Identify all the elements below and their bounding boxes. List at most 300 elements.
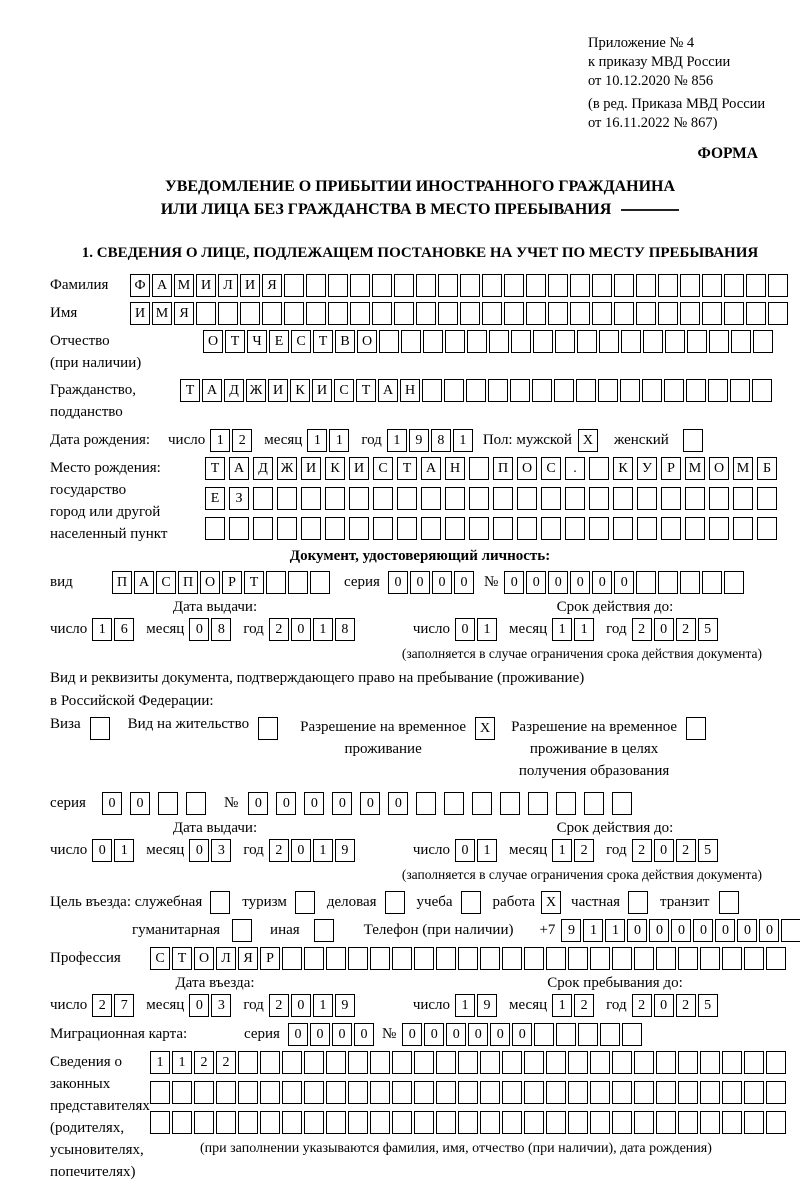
- migration-number-boxes[interactable]: [402, 1023, 644, 1046]
- char-box[interactable]: [590, 1111, 610, 1134]
- char-box[interactable]: [589, 517, 609, 540]
- char-box[interactable]: С: [156, 571, 176, 594]
- purpose-business-checkbox[interactable]: [385, 891, 407, 914]
- char-box[interactable]: [524, 1051, 544, 1074]
- char-box[interactable]: [328, 302, 348, 325]
- char-box[interactable]: [702, 571, 722, 594]
- char-box[interactable]: [768, 302, 788, 325]
- representatives-row1-boxes[interactable]: [150, 1051, 788, 1074]
- char-box[interactable]: [511, 330, 531, 353]
- char-box[interactable]: [480, 1081, 500, 1104]
- char-box[interactable]: [766, 1111, 786, 1134]
- char-box[interactable]: [766, 1051, 786, 1074]
- char-box[interactable]: [599, 330, 619, 353]
- char-box[interactable]: 0: [189, 618, 209, 641]
- char-box[interactable]: 1: [172, 1051, 192, 1074]
- char-box[interactable]: [744, 1081, 764, 1104]
- char-box[interactable]: [702, 302, 722, 325]
- char-box[interactable]: [310, 571, 330, 594]
- char-box[interactable]: [678, 1111, 698, 1134]
- char-box[interactable]: М: [685, 457, 705, 480]
- char-box[interactable]: Т: [225, 330, 245, 353]
- char-box[interactable]: А: [152, 274, 172, 297]
- char-box[interactable]: [700, 1081, 720, 1104]
- char-box[interactable]: Ф: [130, 274, 150, 297]
- char-box[interactable]: [482, 302, 502, 325]
- char-box[interactable]: [385, 891, 405, 914]
- residence-valid-month-boxes[interactable]: [552, 839, 596, 862]
- char-box[interactable]: [240, 302, 260, 325]
- char-box[interactable]: [700, 1051, 720, 1074]
- entry-day-boxes[interactable]: [92, 994, 136, 1017]
- char-box[interactable]: 1: [552, 994, 572, 1017]
- char-box[interactable]: 2: [269, 618, 289, 641]
- identity-issue-day-boxes[interactable]: [92, 618, 136, 641]
- char-box[interactable]: Т: [172, 947, 192, 970]
- char-box[interactable]: [709, 517, 729, 540]
- purpose-official-checkbox[interactable]: [210, 891, 232, 914]
- char-box[interactable]: [397, 517, 417, 540]
- char-box[interactable]: 0: [455, 618, 475, 641]
- char-box[interactable]: [686, 379, 706, 402]
- char-box[interactable]: [370, 1051, 390, 1074]
- char-box[interactable]: 2: [632, 994, 652, 1017]
- char-box[interactable]: 5: [698, 839, 718, 862]
- char-box[interactable]: [526, 302, 546, 325]
- char-box[interactable]: [158, 792, 178, 815]
- char-box[interactable]: [733, 487, 753, 510]
- char-box[interactable]: [568, 1111, 588, 1134]
- char-box[interactable]: [502, 947, 522, 970]
- char-box[interactable]: [306, 274, 326, 297]
- char-box[interactable]: [458, 947, 478, 970]
- char-box[interactable]: [325, 487, 345, 510]
- char-box[interactable]: [422, 379, 442, 402]
- char-box[interactable]: И: [301, 457, 321, 480]
- char-box[interactable]: [284, 274, 304, 297]
- char-box[interactable]: [196, 302, 216, 325]
- char-box[interactable]: 1: [114, 839, 134, 862]
- char-box[interactable]: 5: [698, 994, 718, 1017]
- char-box[interactable]: [348, 1051, 368, 1074]
- char-box[interactable]: Ж: [277, 457, 297, 480]
- char-box[interactable]: [661, 517, 681, 540]
- citizenship-boxes[interactable]: [180, 379, 774, 402]
- char-box[interactable]: [658, 302, 678, 325]
- char-box[interactable]: 0: [354, 1023, 374, 1046]
- char-box[interactable]: [526, 274, 546, 297]
- char-box[interactable]: [489, 330, 509, 353]
- char-box[interactable]: [528, 792, 548, 815]
- char-box[interactable]: [458, 1111, 478, 1134]
- char-box[interactable]: Т: [180, 379, 200, 402]
- char-box[interactable]: X: [475, 717, 495, 740]
- char-box[interactable]: [628, 891, 648, 914]
- char-box[interactable]: П: [178, 571, 198, 594]
- char-box[interactable]: 1: [387, 429, 407, 452]
- char-box[interactable]: 0: [130, 792, 150, 815]
- char-box[interactable]: И: [312, 379, 332, 402]
- char-box[interactable]: И: [349, 457, 369, 480]
- char-box[interactable]: 1: [313, 839, 333, 862]
- temp-residence-education-checkbox[interactable]: [677, 716, 708, 740]
- char-box[interactable]: [680, 302, 700, 325]
- char-box[interactable]: 0: [671, 919, 691, 942]
- char-box[interactable]: [724, 571, 744, 594]
- char-box[interactable]: О: [709, 457, 729, 480]
- char-box[interactable]: 0: [512, 1023, 532, 1046]
- char-box[interactable]: [392, 1111, 412, 1134]
- char-box[interactable]: 1: [329, 429, 349, 452]
- char-box[interactable]: 2: [269, 839, 289, 862]
- char-box[interactable]: [260, 1111, 280, 1134]
- char-box[interactable]: [722, 947, 742, 970]
- char-box[interactable]: [680, 571, 700, 594]
- char-box[interactable]: [253, 517, 273, 540]
- temp-residence-permit-checkbox[interactable]: [466, 716, 497, 740]
- char-box[interactable]: [612, 1111, 632, 1134]
- char-box[interactable]: 9: [409, 429, 429, 452]
- char-box[interactable]: [592, 302, 612, 325]
- char-box[interactable]: О: [200, 571, 220, 594]
- char-box[interactable]: [700, 947, 720, 970]
- char-box[interactable]: 2: [574, 994, 594, 1017]
- char-box[interactable]: 0: [432, 571, 452, 594]
- char-box[interactable]: [282, 1111, 302, 1134]
- char-box[interactable]: В: [335, 330, 355, 353]
- char-box[interactable]: М: [733, 457, 753, 480]
- char-box[interactable]: [444, 379, 464, 402]
- char-box[interactable]: 0: [715, 919, 735, 942]
- char-box[interactable]: [262, 302, 282, 325]
- char-box[interactable]: [636, 302, 656, 325]
- char-box[interactable]: [379, 330, 399, 353]
- char-box[interactable]: 2: [676, 994, 696, 1017]
- phone-boxes[interactable]: [561, 919, 800, 942]
- char-box[interactable]: [414, 1111, 434, 1134]
- char-box[interactable]: [326, 947, 346, 970]
- char-box[interactable]: 0: [102, 792, 122, 815]
- identity-valid-day-boxes[interactable]: [455, 618, 499, 641]
- char-box[interactable]: [172, 1111, 192, 1134]
- char-box[interactable]: 2: [216, 1051, 236, 1074]
- char-box[interactable]: 9: [561, 919, 581, 942]
- char-box[interactable]: 0: [526, 571, 546, 594]
- char-box[interactable]: [757, 517, 777, 540]
- doc-series-boxes[interactable]: [388, 571, 476, 594]
- residence-issue-month-boxes[interactable]: [189, 839, 233, 862]
- char-box[interactable]: [708, 379, 728, 402]
- char-box[interactable]: [392, 947, 412, 970]
- identity-issue-year-boxes[interactable]: [269, 618, 357, 641]
- char-box[interactable]: [392, 1051, 412, 1074]
- char-box[interactable]: 0: [332, 792, 352, 815]
- char-box[interactable]: [685, 487, 705, 510]
- char-box[interactable]: [186, 792, 206, 815]
- char-box[interactable]: [488, 379, 508, 402]
- char-box[interactable]: [642, 379, 662, 402]
- char-box[interactable]: [260, 1051, 280, 1074]
- char-box[interactable]: 1: [307, 429, 327, 452]
- char-box[interactable]: [678, 947, 698, 970]
- char-box[interactable]: 8: [211, 618, 231, 641]
- char-box[interactable]: А: [378, 379, 398, 402]
- char-box[interactable]: 3: [211, 994, 231, 1017]
- char-box[interactable]: [658, 274, 678, 297]
- char-box[interactable]: [656, 947, 676, 970]
- char-box[interactable]: [612, 1051, 632, 1074]
- char-box[interactable]: [613, 487, 633, 510]
- char-box[interactable]: 1: [552, 839, 572, 862]
- char-box[interactable]: [397, 487, 417, 510]
- char-box[interactable]: [90, 717, 110, 740]
- char-box[interactable]: [634, 1111, 654, 1134]
- char-box[interactable]: [438, 302, 458, 325]
- char-box[interactable]: [416, 274, 436, 297]
- char-box[interactable]: [541, 517, 561, 540]
- migration-series-boxes[interactable]: [288, 1023, 376, 1046]
- char-box[interactable]: 0: [570, 571, 590, 594]
- char-box[interactable]: [722, 1111, 742, 1134]
- char-box[interactable]: [304, 1081, 324, 1104]
- char-box[interactable]: [304, 1051, 324, 1074]
- char-box[interactable]: [637, 517, 657, 540]
- char-box[interactable]: [326, 1081, 346, 1104]
- char-box[interactable]: [205, 517, 225, 540]
- char-box[interactable]: [524, 1111, 544, 1134]
- char-box[interactable]: [556, 1023, 576, 1046]
- char-box[interactable]: 9: [477, 994, 497, 1017]
- char-box[interactable]: [421, 487, 441, 510]
- char-box[interactable]: 0: [654, 994, 674, 1017]
- char-box[interactable]: 0: [360, 792, 380, 815]
- char-box[interactable]: [709, 487, 729, 510]
- char-box[interactable]: [194, 1111, 214, 1134]
- char-box[interactable]: [546, 1051, 566, 1074]
- char-box[interactable]: 2: [632, 618, 652, 641]
- char-box[interactable]: [517, 487, 537, 510]
- char-box[interactable]: [232, 919, 252, 942]
- char-box[interactable]: Б: [757, 457, 777, 480]
- char-box[interactable]: [469, 517, 489, 540]
- char-box[interactable]: 1: [313, 994, 333, 1017]
- char-box[interactable]: [612, 1081, 632, 1104]
- char-box[interactable]: [349, 517, 369, 540]
- char-box[interactable]: М: [152, 302, 172, 325]
- given-name-boxes[interactable]: [130, 302, 790, 325]
- char-box[interactable]: [722, 1081, 742, 1104]
- char-box[interactable]: [394, 274, 414, 297]
- char-box[interactable]: [210, 891, 230, 914]
- char-box[interactable]: [612, 947, 632, 970]
- char-box[interactable]: 3: [211, 839, 231, 862]
- char-box[interactable]: Я: [174, 302, 194, 325]
- char-box[interactable]: 0: [310, 1023, 330, 1046]
- char-box[interactable]: [546, 947, 566, 970]
- purpose-private-checkbox[interactable]: [628, 891, 650, 914]
- char-box[interactable]: [746, 274, 766, 297]
- char-box[interactable]: [678, 1051, 698, 1074]
- char-box[interactable]: [370, 947, 390, 970]
- char-box[interactable]: Ж: [246, 379, 266, 402]
- char-box[interactable]: [510, 379, 530, 402]
- char-box[interactable]: И: [268, 379, 288, 402]
- char-box[interactable]: 1: [552, 618, 572, 641]
- char-box[interactable]: 0: [614, 571, 634, 594]
- char-box[interactable]: [722, 1051, 742, 1074]
- char-box[interactable]: [680, 274, 700, 297]
- char-box[interactable]: У: [637, 457, 657, 480]
- doc-kind-boxes[interactable]: [112, 571, 332, 594]
- char-box[interactable]: [634, 947, 654, 970]
- char-box[interactable]: М: [174, 274, 194, 297]
- char-box[interactable]: 0: [291, 994, 311, 1017]
- representatives-row2-boxes[interactable]: [150, 1081, 788, 1104]
- char-box[interactable]: 1: [453, 429, 473, 452]
- char-box[interactable]: Н: [445, 457, 465, 480]
- char-box[interactable]: [325, 517, 345, 540]
- char-box[interactable]: [502, 1051, 522, 1074]
- char-box[interactable]: 6: [114, 618, 134, 641]
- char-box[interactable]: 9: [335, 994, 355, 1017]
- char-box[interactable]: [466, 379, 486, 402]
- char-box[interactable]: [458, 1081, 478, 1104]
- profession-boxes[interactable]: [150, 947, 788, 970]
- char-box[interactable]: [656, 1051, 676, 1074]
- char-box[interactable]: [260, 1081, 280, 1104]
- char-box[interactable]: 0: [455, 839, 475, 862]
- char-box[interactable]: [656, 1111, 676, 1134]
- char-box[interactable]: [493, 487, 513, 510]
- char-box[interactable]: Л: [218, 274, 238, 297]
- char-box[interactable]: Е: [269, 330, 289, 353]
- char-box[interactable]: 0: [693, 919, 713, 942]
- char-box[interactable]: [436, 1081, 456, 1104]
- char-box[interactable]: [568, 1081, 588, 1104]
- char-box[interactable]: [570, 274, 590, 297]
- char-box[interactable]: 2: [269, 994, 289, 1017]
- char-box[interactable]: 2: [676, 839, 696, 862]
- char-box[interactable]: [392, 1081, 412, 1104]
- visa-checkbox[interactable]: [81, 716, 112, 740]
- char-box[interactable]: [480, 1051, 500, 1074]
- char-box[interactable]: 0: [649, 919, 669, 942]
- char-box[interactable]: А: [421, 457, 441, 480]
- char-box[interactable]: [622, 1023, 642, 1046]
- char-box[interactable]: [556, 792, 576, 815]
- char-box[interactable]: [445, 487, 465, 510]
- char-box[interactable]: .: [565, 457, 585, 480]
- char-box[interactable]: [372, 302, 392, 325]
- char-box[interactable]: С: [291, 330, 311, 353]
- char-box[interactable]: [576, 379, 596, 402]
- char-box[interactable]: [568, 1051, 588, 1074]
- birth-month-boxes[interactable]: [307, 429, 351, 452]
- char-box[interactable]: [416, 302, 436, 325]
- char-box[interactable]: [634, 1051, 654, 1074]
- char-box[interactable]: [517, 517, 537, 540]
- char-box[interactable]: 2: [232, 429, 252, 452]
- char-box[interactable]: [238, 1081, 258, 1104]
- char-box[interactable]: [598, 379, 618, 402]
- char-box[interactable]: [621, 330, 641, 353]
- char-box[interactable]: 0: [654, 618, 674, 641]
- male-checkbox[interactable]: [578, 429, 600, 452]
- char-box[interactable]: [284, 302, 304, 325]
- char-box[interactable]: [687, 330, 707, 353]
- char-box[interactable]: 0: [291, 618, 311, 641]
- char-box[interactable]: 0: [388, 792, 408, 815]
- char-box[interactable]: [295, 891, 315, 914]
- char-box[interactable]: [467, 330, 487, 353]
- char-box[interactable]: 0: [424, 1023, 444, 1046]
- char-box[interactable]: К: [325, 457, 345, 480]
- char-box[interactable]: 0: [276, 792, 296, 815]
- char-box[interactable]: [766, 1081, 786, 1104]
- char-box[interactable]: 0: [504, 571, 524, 594]
- char-box[interactable]: 7: [114, 994, 134, 1017]
- char-box[interactable]: [301, 487, 321, 510]
- char-box[interactable]: З: [229, 487, 249, 510]
- char-box[interactable]: [731, 330, 751, 353]
- char-box[interactable]: [444, 792, 464, 815]
- char-box[interactable]: [600, 1023, 620, 1046]
- char-box[interactable]: [216, 1081, 236, 1104]
- char-box[interactable]: [678, 1081, 698, 1104]
- char-box[interactable]: [744, 1111, 764, 1134]
- char-box[interactable]: [282, 1051, 302, 1074]
- char-box[interactable]: Т: [313, 330, 333, 353]
- char-box[interactable]: [306, 302, 326, 325]
- char-box[interactable]: [612, 792, 632, 815]
- char-box[interactable]: Д: [224, 379, 244, 402]
- char-box[interactable]: 5: [698, 618, 718, 641]
- char-box[interactable]: 0: [627, 919, 647, 942]
- char-box[interactable]: [533, 330, 553, 353]
- char-box[interactable]: [730, 379, 750, 402]
- char-box[interactable]: [238, 1051, 258, 1074]
- char-box[interactable]: [436, 947, 456, 970]
- purpose-tourism-checkbox[interactable]: [295, 891, 317, 914]
- char-box[interactable]: А: [229, 457, 249, 480]
- residence-issue-year-boxes[interactable]: [269, 839, 357, 862]
- char-box[interactable]: [436, 1111, 456, 1134]
- char-box[interactable]: 1: [477, 618, 497, 641]
- char-box[interactable]: И: [196, 274, 216, 297]
- residence-number-boxes[interactable]: [248, 792, 640, 815]
- char-box[interactable]: 1: [92, 618, 112, 641]
- char-box[interactable]: [288, 571, 308, 594]
- char-box[interactable]: 9: [335, 839, 355, 862]
- residence-valid-day-boxes[interactable]: [455, 839, 499, 862]
- birth-year-boxes[interactable]: [387, 429, 475, 452]
- char-box[interactable]: [781, 919, 800, 942]
- residence-series-boxes[interactable]: [102, 792, 214, 815]
- char-box[interactable]: [326, 1111, 346, 1134]
- char-box[interactable]: 2: [676, 618, 696, 641]
- char-box[interactable]: Т: [397, 457, 417, 480]
- char-box[interactable]: 2: [92, 994, 112, 1017]
- residence-valid-year-boxes[interactable]: [632, 839, 720, 862]
- char-box[interactable]: С: [150, 947, 170, 970]
- stay-day-boxes[interactable]: [455, 994, 499, 1017]
- char-box[interactable]: Д: [253, 457, 273, 480]
- char-box[interactable]: [685, 517, 705, 540]
- char-box[interactable]: 2: [574, 839, 594, 862]
- char-box[interactable]: [700, 1111, 720, 1134]
- char-box[interactable]: Р: [661, 457, 681, 480]
- char-box[interactable]: С: [334, 379, 354, 402]
